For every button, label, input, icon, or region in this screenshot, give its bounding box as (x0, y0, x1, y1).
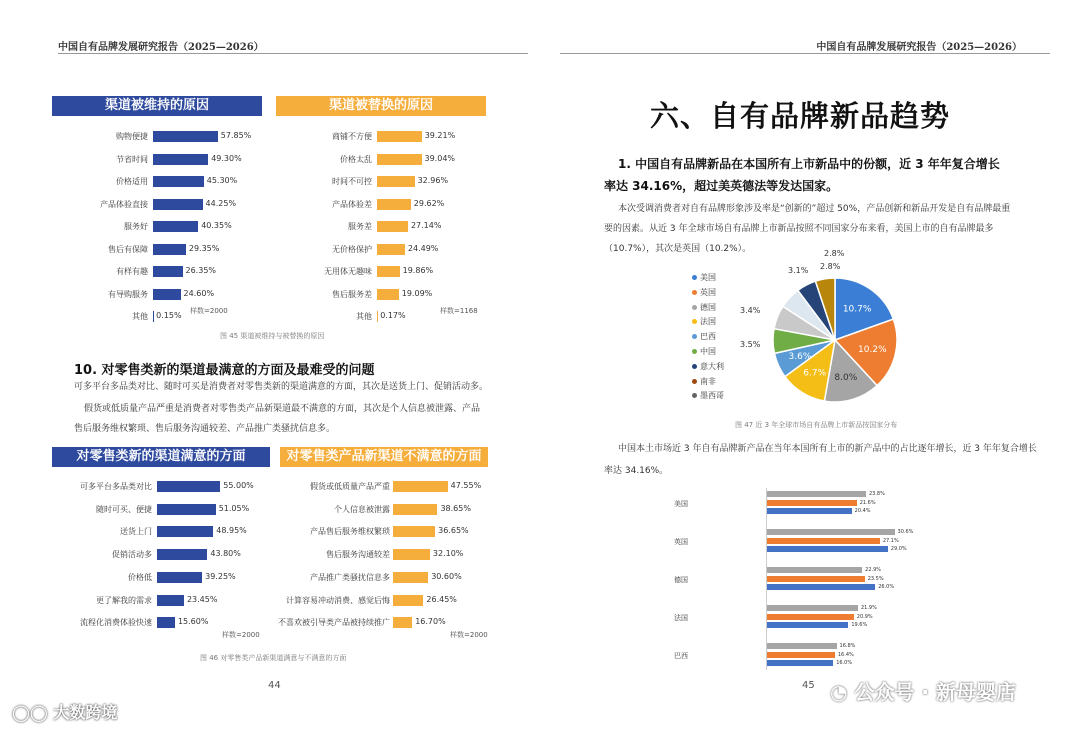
bar-label: 有样有趣 (116, 267, 148, 276)
left-watermark-text: 大数跨境 (53, 703, 118, 722)
bar-value: 19.09% (401, 288, 433, 298)
hbar-bar (766, 567, 862, 573)
bar-value: 49.30% (211, 153, 242, 163)
legend-dot (692, 334, 697, 339)
right-para5: 率达 34.16%。 (604, 466, 669, 476)
hbar-country-label: 法国 (674, 614, 688, 622)
pie-legend-item (692, 316, 716, 327)
bar-value: 44.25% (205, 198, 237, 208)
bar-label: 计算容易冲动消费、感觉后悔 (286, 595, 390, 605)
hbar-value: 23.5% (867, 575, 884, 582)
caption-47: 图 47 近 3 年全球市场自有品牌上市新品按国家分布 (735, 421, 898, 429)
right-page-number: 45 (802, 680, 815, 691)
bar-label: 产品售后服务维权繁琐 (310, 527, 390, 537)
left-watermark (12, 700, 117, 723)
bar-value: 30.60% (431, 571, 462, 581)
legend-label: 美国 (700, 273, 716, 282)
hbar-bar (766, 643, 837, 649)
legend-label: 墨西哥 (700, 391, 724, 401)
hbar-country-label: 德国 (674, 576, 688, 584)
bar (157, 481, 220, 492)
hbar-value: 19.6% (851, 622, 868, 628)
bar-value: 24.60% (183, 288, 215, 298)
bar-label: 售后服务差 (332, 289, 372, 299)
bar-value: 26.45% (426, 594, 457, 604)
bar-value: 55.00% (223, 481, 254, 490)
bar-label: 产品体验差 (332, 199, 372, 209)
bar-value: 51.05% (218, 503, 250, 513)
pie-legend-item (692, 346, 716, 357)
hbar-value: 21.9% (860, 605, 877, 611)
legend-label: 法国 (700, 317, 716, 327)
hbar-bar (766, 652, 835, 658)
pie-legend-item (692, 390, 724, 401)
pie-legend-item (692, 361, 724, 372)
bar-label: 节省时间 (116, 154, 148, 164)
hbar-country-label: 英国 (674, 538, 688, 546)
bar (377, 244, 405, 255)
right-page (540, 0, 1080, 732)
bar-value: 19.86% (402, 266, 434, 275)
bar (157, 595, 184, 606)
right-para4: 中国本土市场近 3 年自有品牌新产品在当年本国所有上市的新产品中的占比逐年增长，近 3 年年复合增长 (618, 444, 1037, 454)
bar (157, 617, 175, 628)
bar (377, 266, 400, 277)
sub1-line1: 1. 中国自有品牌新品在本国所有上市新品中的份额，近 3 年年复合增长 (618, 157, 1000, 171)
bar-label: 随时可买、便捷 (96, 504, 152, 514)
pie-legend-item (692, 331, 716, 342)
bar-label: 价格适用 (116, 177, 148, 186)
right-para1: 本次受调消费者对自有品牌形象涉及率是“创新的”超过 50%，产品创新和新品开发是自有品牌最重 (618, 204, 1011, 214)
pie-legend-item (692, 287, 716, 298)
bar (393, 481, 448, 492)
bar (393, 572, 428, 583)
pie-legend-item (692, 302, 716, 313)
bar-label: 个人信息被泄露 (334, 504, 390, 514)
bar-value: 39.25% (205, 571, 236, 581)
hbar-bar (766, 529, 895, 535)
right-para3: （10.7%），其次是英国（10.2%）。 (604, 244, 752, 254)
pie-slice-label: 3.6% (788, 351, 812, 362)
legend-dot (692, 319, 697, 324)
chart1-sample: 样数=2000 (190, 307, 228, 315)
chart1-title: 渠道被维持的原因 (52, 96, 262, 116)
right-watermark (830, 676, 1016, 705)
hbar-bar (766, 576, 865, 582)
bar-label: 价格太乱 (340, 154, 372, 164)
watermark-icon: ◯◯ (12, 703, 54, 722)
bar-label: 假货或低质量产品严重 (310, 482, 390, 491)
bar-value: 43.80% (210, 549, 241, 559)
bar (377, 289, 399, 300)
hbar-value: 22.9% (865, 567, 882, 573)
pie-slice-label: 6.7% (803, 368, 827, 379)
bar (393, 617, 412, 628)
chart2-sample: 样数=1168 (440, 307, 478, 315)
bar-label: 无价格保护 (332, 244, 372, 254)
bar-value: 16.70% (415, 617, 446, 627)
bar-label: 更了解我的需求 (96, 595, 152, 605)
bar-label: 售后有保障 (108, 244, 148, 254)
legend-dot (692, 393, 697, 398)
hbar-bar (766, 508, 852, 514)
caption-46: 图 46 对零售类产品新渠道满意与不满意的方面 (200, 654, 347, 662)
bar-label: 不喜欢被引导类产品被持续推广 (278, 618, 390, 628)
bar (153, 154, 208, 165)
bar-value: 39.04% (424, 153, 456, 163)
hbar-value: 23.8% (868, 491, 885, 497)
hbar-bar (766, 605, 858, 611)
legend-label: 南非 (700, 376, 716, 386)
bar-label: 其他 (356, 312, 372, 321)
pie-label-3.4: 3.4% (740, 306, 761, 315)
section-10-para2: 假货或低质量产品严重是消费者对零售类产品新渠道最不满意的方面，其次是个人信息被泄露、产品 (84, 404, 481, 414)
hbar-value: 16.4% (837, 651, 854, 658)
bar-value: 29.35% (188, 243, 220, 253)
legend-label: 意大利 (700, 361, 724, 371)
section-10-para3: 售后服务维权繁琐、售后服务沟通较差、产品推广类骚扰信息多。 (74, 424, 336, 434)
bar-value: 24.49% (407, 243, 439, 253)
bar-label: 商铺不方便 (332, 132, 372, 141)
hbar-bar (766, 622, 848, 628)
bar (153, 311, 154, 322)
bar-value: 57.85% (220, 131, 252, 140)
pie-label-3.1: 3.1% (788, 266, 809, 275)
bar-value: 40.35% (201, 221, 232, 230)
pie-slice-label: 8.0% (834, 372, 858, 383)
chart4-title: 对零售类产品新渠道不满意的方面 (280, 447, 488, 467)
right-header: 中国自有品牌发展研究报告（2025—2026） (816, 42, 1022, 53)
hbar-value: 16.8% (839, 643, 856, 649)
pie-chart (755, 272, 905, 412)
bar-label: 产品推广类骚扰信息多 (310, 572, 390, 582)
hbar-value: 21.6% (859, 499, 876, 506)
legend-label: 中国 (700, 347, 716, 356)
hbar-bar (766, 546, 888, 552)
pie-label-2.8b: 2.8% (824, 249, 845, 258)
section-10-para1: 可多平台多品类对比、随时可买是消费者对零售类新的渠道满意的方面，其次是送货上门、促销活动多。 (74, 382, 489, 392)
right-header-rule (560, 53, 1050, 54)
pie-legend-item (692, 272, 716, 283)
bar (377, 311, 378, 322)
bar (393, 504, 437, 515)
bar-label: 送货上门 (120, 527, 152, 537)
bar-value: 29.62% (413, 198, 445, 208)
pie-label-3.5: 3.5% (740, 340, 761, 349)
right-para2: 要的因素。从近 3 年全球市场自有品牌上市新品按照不同国家分布来看，美国上市的自有品牌最多 (604, 224, 994, 234)
bar (377, 221, 408, 232)
legend-dot (692, 349, 697, 354)
bar-value: 38.65% (440, 503, 471, 513)
legend-label: 德国 (700, 302, 716, 312)
bar (153, 199, 203, 210)
legend-label: 巴西 (700, 332, 716, 342)
bar (157, 504, 216, 515)
bar (377, 199, 411, 210)
right-watermark-text: 公众号 · 新母婴店 (854, 680, 1016, 704)
bar (153, 221, 198, 232)
hbar-bar (766, 660, 833, 666)
bar-value: 15.60% (177, 617, 209, 627)
bar (153, 289, 181, 300)
hbar-value: 30.6% (897, 529, 914, 535)
bar (153, 266, 183, 277)
legend-dot (692, 290, 697, 295)
bar-label: 价格低 (128, 572, 152, 582)
bar (153, 176, 204, 187)
hbar-value: 20.9% (856, 613, 873, 620)
hbar-axis (766, 488, 767, 670)
bar-label: 其他 (132, 312, 148, 321)
bar (157, 572, 202, 583)
bar-value: 36.65% (438, 526, 469, 536)
pie-label-2.8a: 2.8% (820, 262, 841, 271)
hbar-value: 16.0% (836, 660, 853, 666)
bar (377, 176, 415, 187)
bar (157, 549, 207, 560)
chart3-title: 对零售类新的渠道满意的方面 (52, 447, 270, 467)
pie-slice-label: 10.7% (842, 304, 872, 315)
bar-value: 39.21% (424, 131, 456, 140)
bar-label: 服务差 (348, 222, 372, 231)
bar-label: 服务好 (124, 222, 148, 231)
hbar-value: 27.1% (882, 537, 899, 544)
legend-label: 英国 (700, 287, 716, 297)
legend-dot (692, 379, 697, 384)
bar-value: 0.17% (380, 311, 406, 320)
pie-legend-item (692, 376, 716, 387)
hbar-bar (766, 584, 875, 590)
hbar-country-label: 美国 (674, 500, 688, 508)
bar (393, 595, 423, 606)
bar (377, 154, 422, 165)
bar (393, 526, 435, 537)
hbar-bar (766, 500, 857, 506)
bar-label: 流程化消费体验快速 (80, 618, 152, 628)
wechat-icon: ◔ (830, 680, 855, 704)
hbar-value: 29.0% (890, 546, 907, 552)
bar-value: 32.10% (432, 549, 464, 559)
chart3-sample: 样数=2000 (222, 631, 260, 639)
bar-label: 产品体验直接 (100, 199, 148, 209)
pie-slice-label: 10.2% (858, 345, 887, 356)
bar (153, 131, 218, 142)
left-page-number: 44 (268, 680, 281, 691)
bar-value: 27.14% (410, 221, 442, 230)
bar (157, 526, 213, 537)
hbar-bar (766, 491, 866, 497)
bar-value: 23.45% (186, 594, 218, 604)
bar-value: 0.15% (156, 311, 182, 320)
bar-label: 促销活动多 (112, 550, 152, 560)
left-header: 中国自有品牌发展研究报告（2025—2026） (58, 42, 264, 53)
left-header-rule (58, 53, 528, 54)
bar (377, 131, 422, 142)
bar-value: 32.96% (417, 176, 449, 185)
hbar-value: 26.0% (878, 584, 895, 590)
hbar-bar (766, 614, 854, 620)
bar-label: 时间不可控 (332, 177, 372, 186)
bar-label: 有导购服务 (108, 289, 148, 299)
bar-value: 48.95% (216, 526, 247, 536)
bar-value: 45.30% (206, 176, 238, 185)
caption-45: 图 45 渠道被维持与被替换的原因 (220, 332, 325, 340)
chart4-sample: 样数=2000 (450, 631, 488, 639)
legend-dot (692, 364, 697, 369)
bar (393, 549, 430, 560)
chart2-title: 渠道被替换的原因 (276, 96, 486, 116)
bar-label: 售后服务沟通较差 (326, 550, 390, 560)
hbar-bar (766, 538, 880, 544)
bar (153, 244, 186, 255)
section-6-title: 六、自有品牌新品趋势 (650, 99, 951, 133)
bar-label: 无用体无趣味 (324, 267, 372, 276)
bar-value: 47.55% (450, 481, 482, 490)
section-10-title: 10. 对零售类新的渠道最满意的方面及最难受的问题 (74, 363, 375, 378)
hbar-country-label: 巴西 (674, 652, 688, 660)
legend-dot (692, 305, 697, 310)
legend-dot (692, 275, 697, 280)
bar-value: 26.35% (185, 266, 217, 275)
hbar-value: 20.4% (854, 508, 871, 514)
bar-label: 可多平台多品类对比 (80, 482, 152, 491)
bar-label: 购物便捷 (116, 132, 148, 141)
sub1-line2: 率达 34.16%，超过美英德法等发达国家。 (604, 179, 839, 193)
